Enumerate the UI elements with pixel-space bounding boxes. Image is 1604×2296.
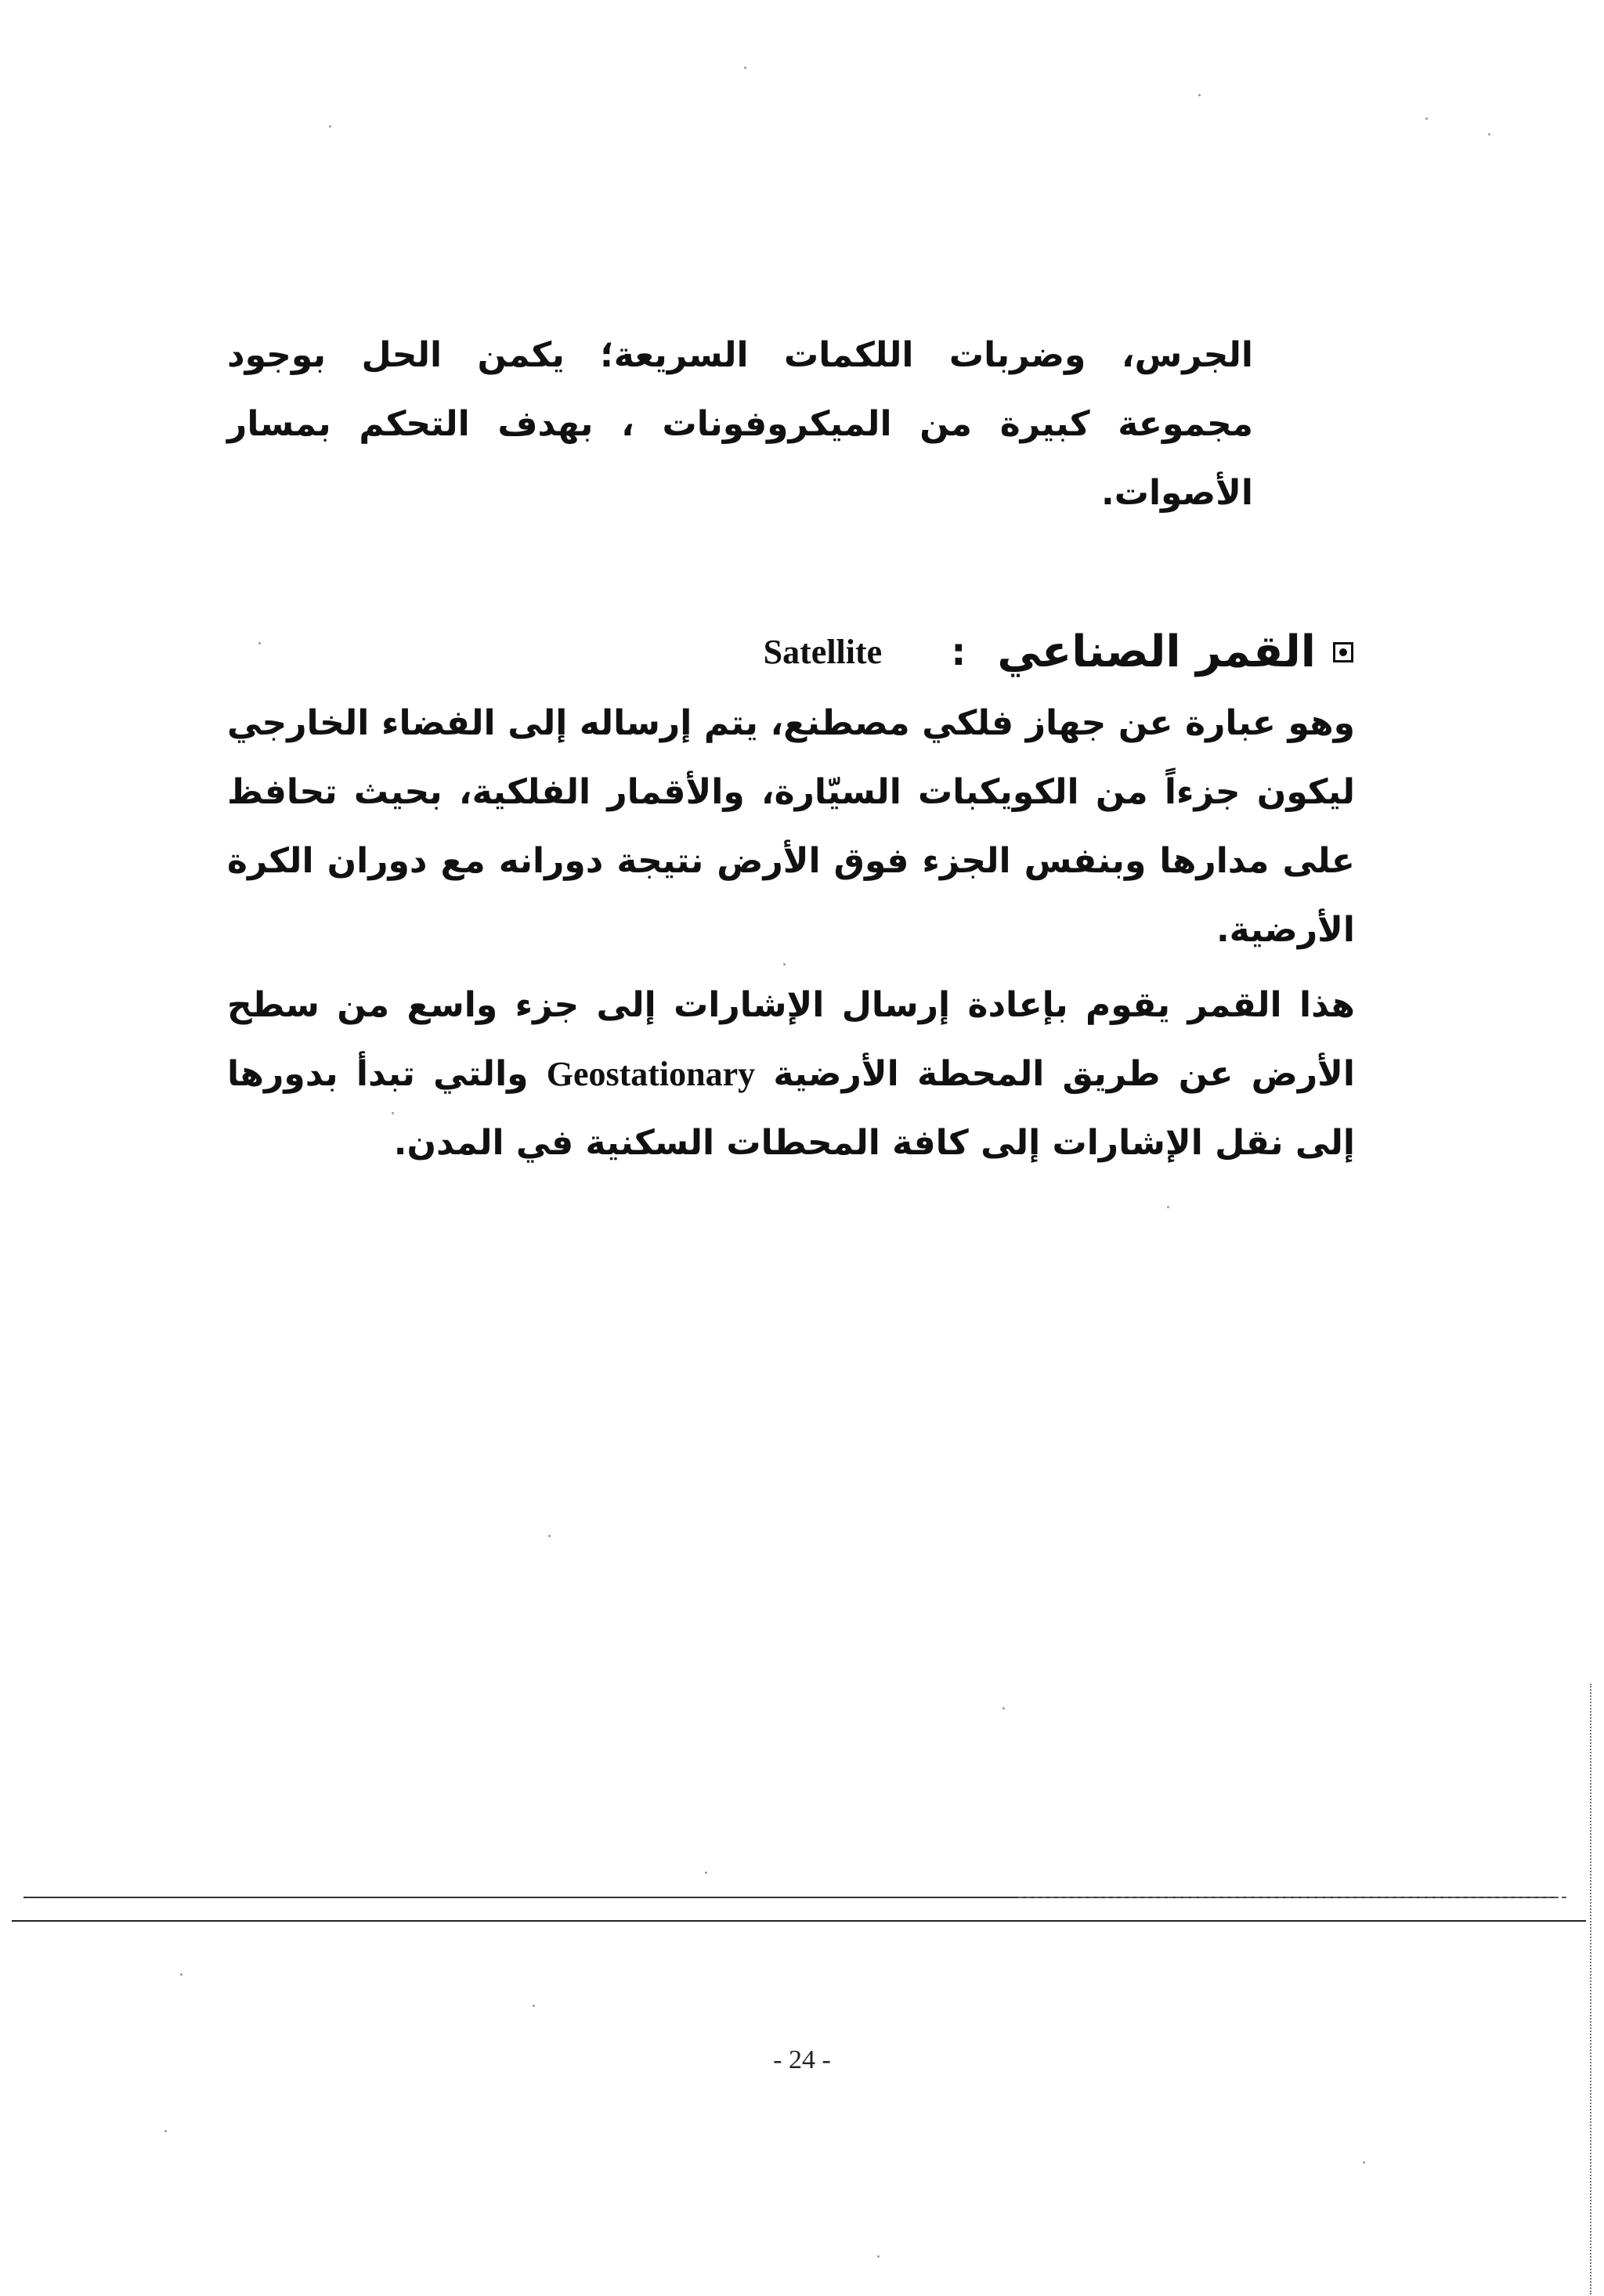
scan-speck [533,2005,535,2007]
satellite-definition-paragraph: وهو عبارة عن جهاز فلكي مصطنع، يتم إرساله إلى الفضاء الخارجي ليكون جزءاً من الكويكبات السيّارة، والأقمار الفلكية، بحيث تحافظ على مدارها وبنفس الجزء فوق الأرض نتيجة دورانه مع دوران الكرة الأرضية. [227,703,1355,950]
scan-speck [1002,1707,1005,1709]
scan-speck [1425,117,1428,120]
scan-edge-line [1590,1684,1591,2294]
scan-speck [164,2130,167,2132]
scan-speck [783,963,786,966]
scan-speck [705,1872,707,1874]
scan-speck [877,2255,880,2258]
relay-paragraph [227,971,1355,1178]
section-heading [764,626,1353,677]
scan-speck [329,125,331,128]
scan-speck [1198,94,1201,96]
scan-speck [258,642,261,644]
relay-text-part2: والتي تبدأ بدورها إلى نقل الإشارات إلى كافة المحطات السكنية في المدن. [227,1054,1355,1163]
footer-rule-bottom [12,1920,1586,1922]
scan-speck [1363,2161,1365,2164]
scan-speck [1167,1206,1169,1208]
footer-rule-dashed [1018,1897,1566,1898]
relay-text-part1: هذا القمر يقوم بإعادة إرسال الإشارات إلى جزء واسع من سطح الأرض عن طريق المحطة الأرضية [227,985,1355,1094]
scan-speck [392,1112,394,1114]
heading-arabic: القمر الصناعي [997,626,1316,677]
scan-speck [744,67,746,69]
scan-speck [180,1973,182,1976]
scan-speck [548,1535,551,1537]
page-number: - 24 - [773,2045,831,2074]
geostationary-term: Geostationary [546,1055,756,1093]
heading-separator: : [951,630,966,674]
heading-english: Satellite [763,633,883,671]
scan-speck [1488,133,1490,135]
continued-paragraph: الجرس، وضربات اللكمات السريعة؛ يكمن الحل بوجود مجموعة كبيرة من الميكروفونات ، بهدف التحكم بمسار الأصوات. [227,335,1253,513]
square-bullet-icon [1333,642,1353,662]
